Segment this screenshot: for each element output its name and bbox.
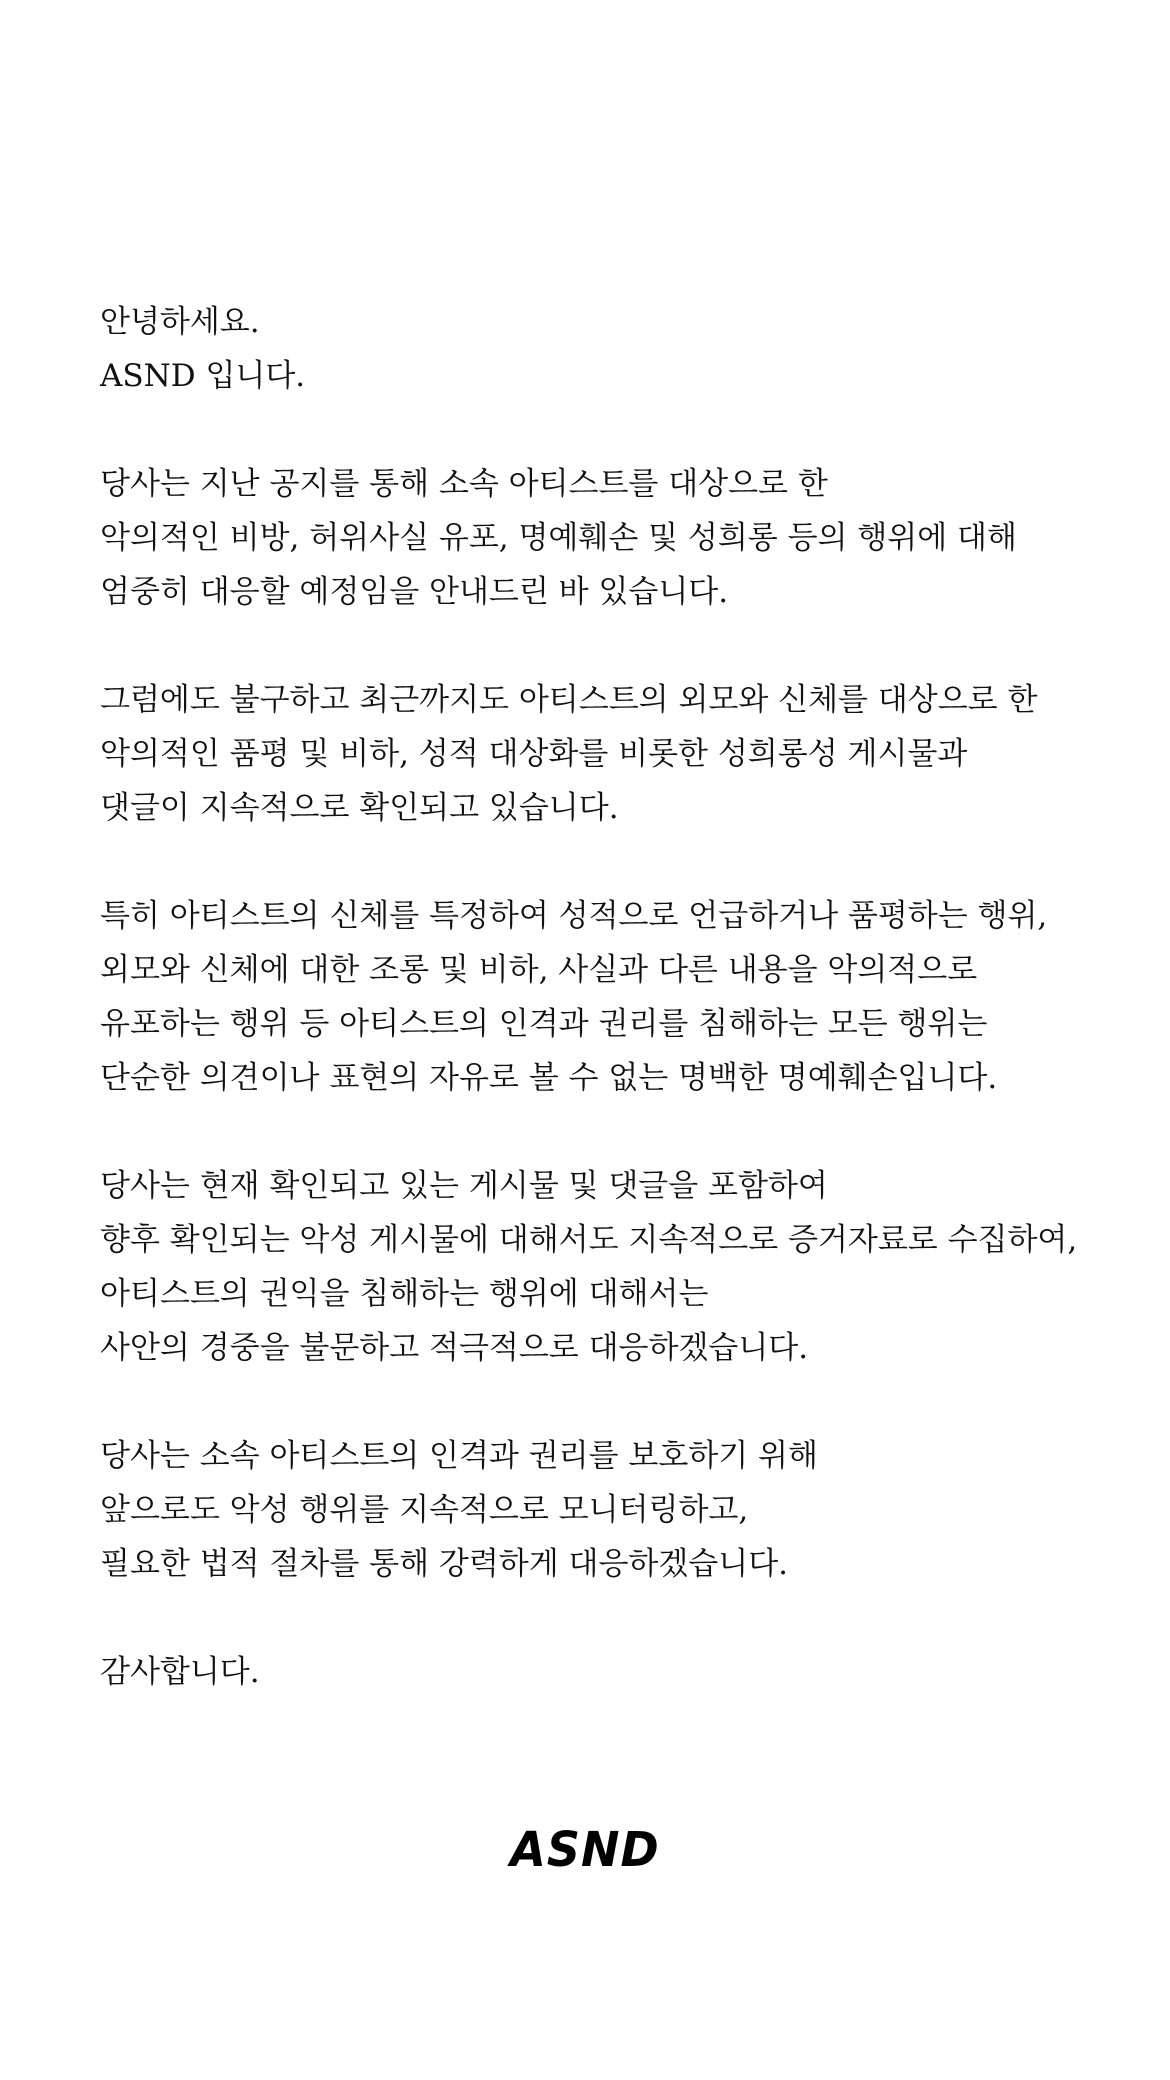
- text-line: 외모와 신체에 대한 조롱 및 비하, 사실과 다른 내용을 악의적으로: [100, 952, 978, 988]
- text-line: 악의적인 품평 및 비하, 성적 대상화를 비롯한 성희롱성 게시물과: [100, 736, 968, 772]
- protection-paragraph: [100, 1429, 1110, 1591]
- text-line: ASND 입니다.: [100, 358, 306, 394]
- asnd-logo: ASND: [510, 1820, 660, 1878]
- text-line: 당사는 현재 확인되고 있는 게시물 및 댓글을 포함하여: [100, 1168, 828, 1204]
- text-line: 사안의 경중을 불문하고 적극적으로 대응하겠습니다.: [100, 1330, 809, 1366]
- text-line: 특히 아티스트의 신체를 특정하여 성적으로 언급하거나 품평하는 행위,: [100, 898, 1048, 934]
- text-line: 안녕하세요.: [100, 304, 260, 340]
- notice-body: [100, 295, 1110, 1753]
- text-line: 댓글이 지속적으로 확인되고 있습니다.: [100, 790, 619, 826]
- text-line: 감사합니다.: [100, 1654, 260, 1690]
- text-line: 당사는 소속 아티스트의 인격과 권리를 보호하기 위해: [100, 1438, 818, 1474]
- closing-paragraph: [100, 1645, 1110, 1699]
- text-line: 향후 확인되는 악성 게시물에 대해서도 지속적으로 증거자료로 수집하여,: [100, 1222, 1078, 1258]
- previous-notice-paragraph: [100, 457, 1110, 619]
- current-situation-paragraph: [100, 673, 1110, 835]
- text-line: 엄중히 대응할 예정임을 안내드린 바 있습니다.: [100, 574, 729, 610]
- text-line: 그럼에도 불구하고 최근까지도 아티스트의 외모와 신체를 대상으로 한: [100, 682, 1038, 718]
- defamation-paragraph: [100, 889, 1110, 1105]
- greeting-paragraph: [100, 295, 1110, 403]
- text-line: 단순한 의견이나 표현의 자유로 볼 수 없는 명백한 명예훼손입니다.: [100, 1060, 998, 1096]
- text-line: 필요한 법적 절차를 통해 강력하게 대응하겠습니다.: [100, 1546, 788, 1582]
- text-line: 앞으로도 악성 행위를 지속적으로 모니터링하고,: [100, 1492, 749, 1528]
- text-line: 당사는 지난 공지를 통해 소속 아티스트를 대상으로 한: [100, 466, 828, 502]
- evidence-paragraph: [100, 1159, 1110, 1375]
- text-line: 악의적인 비방, 허위사실 유포, 명예훼손 및 성희롱 등의 행위에 대해: [100, 520, 1017, 556]
- text-line: 아티스트의 권익을 침해하는 행위에 대해서는: [100, 1276, 709, 1312]
- text-line: 유포하는 행위 등 아티스트의 인격과 권리를 침해하는 모든 행위는: [100, 1006, 988, 1042]
